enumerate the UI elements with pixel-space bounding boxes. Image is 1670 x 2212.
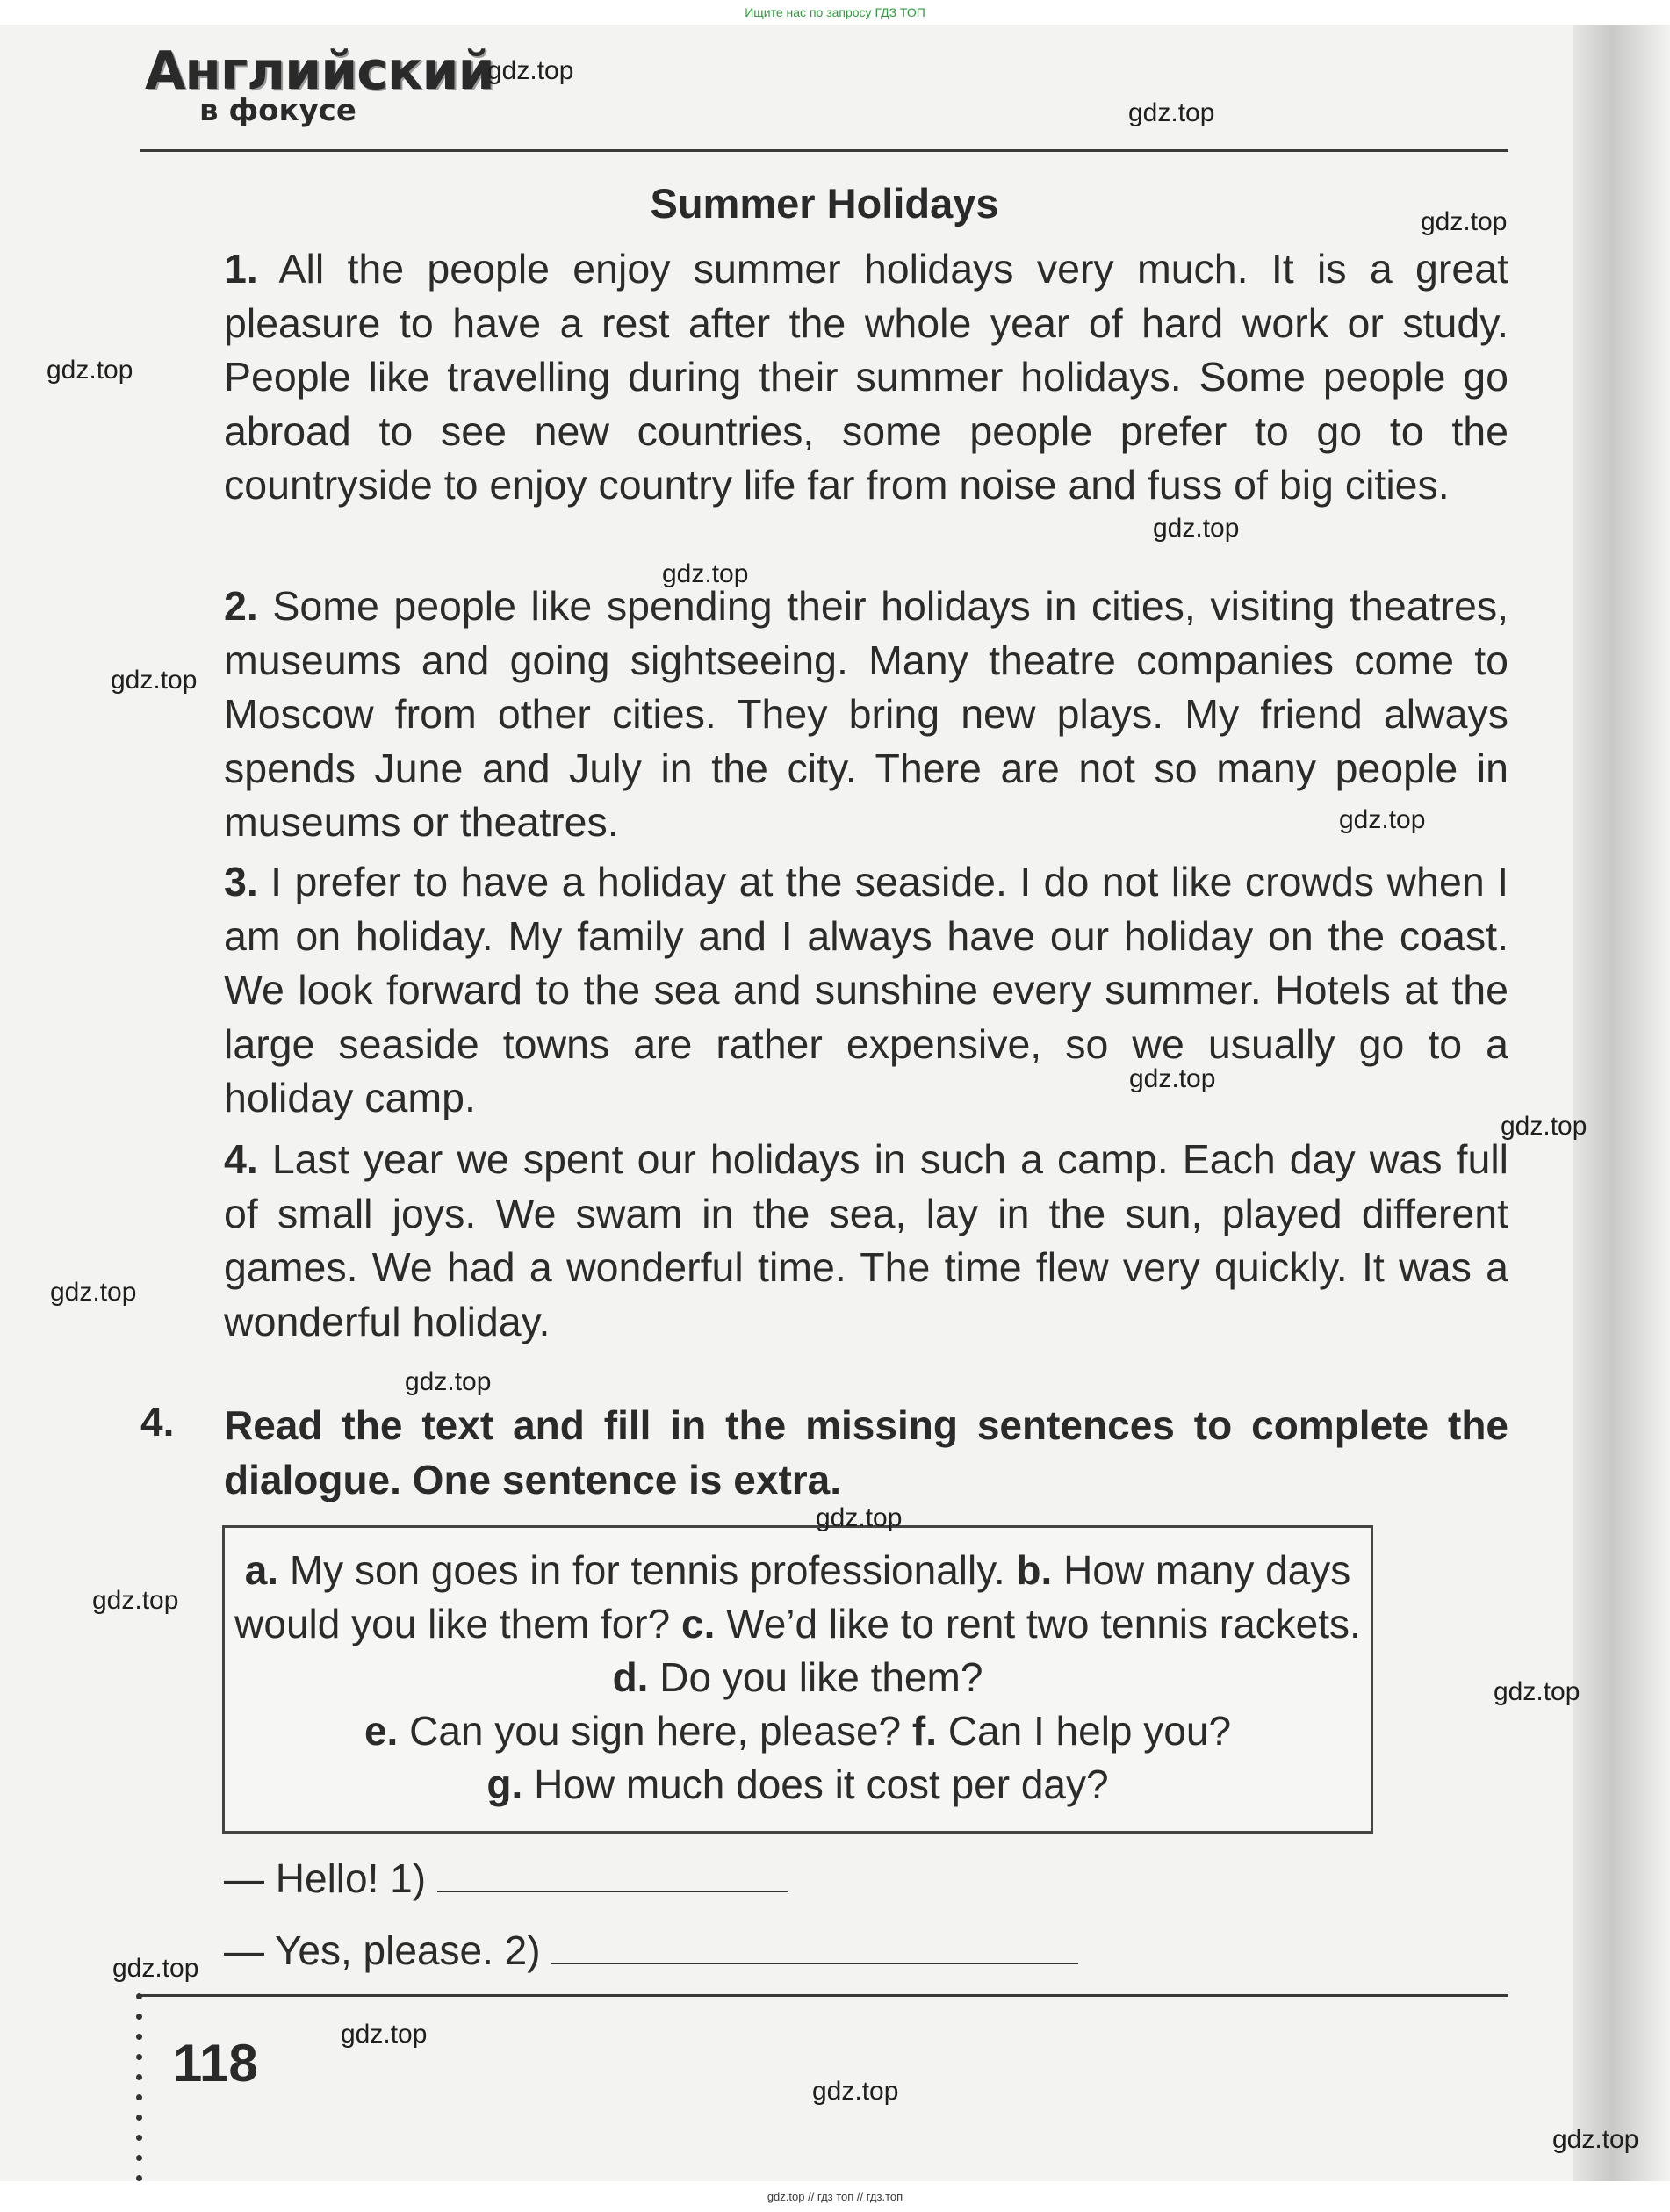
paragraph-text: Some people like spending their holidays in cities, visiting theatres, museums and going sightseeing. Many theatre companies come to Moscow from other cities. They bring new plays. My friend always spends June and July in the city. There are not so many people in museums or theatres. (224, 583, 1508, 845)
watermark: gdz.top (405, 1367, 492, 1396)
reading-title: Summer Holidays (650, 180, 999, 227)
dot (136, 2094, 142, 2100)
footer-rule (140, 1994, 1508, 1997)
book-logo (145, 40, 494, 128)
logo-subtitle: в фокусе (199, 93, 356, 128)
dialogue-line-1 (224, 1855, 788, 1902)
paragraph-text: Last year we spent our holidays in such a camp. Each day was full of small joys. We swam in the sea, lay in the sun, played different games. We had a wonderful time. The time flew very quickly. It was a wonderful holiday. (224, 1136, 1508, 1344)
paragraph-4 (224, 1133, 1508, 1349)
task-instruction: Read the text and fill in the missing sentences to complete the dialogue. One sentence is extra. (224, 1402, 1508, 1502)
option-label: f. (911, 1708, 938, 1754)
page-binding-shadow (1573, 25, 1670, 2181)
watermark: gdz.top (50, 1278, 137, 1307)
paragraph-number: 4. (224, 1136, 258, 1182)
answer-blank-1[interactable] (437, 1855, 788, 1892)
watermark: gdz.top (1552, 2125, 1639, 2154)
watermark: gdz.top (1501, 1112, 1587, 1141)
option-label: a. (244, 1547, 279, 1593)
paragraph-number: 3. (224, 859, 258, 904)
option-e: Can you sign here, please? (409, 1708, 902, 1754)
watermark: gdz.top (1421, 207, 1508, 236)
paragraph-text: I prefer to have a holiday at the seaside. I do not like crowds when I am on holiday. My family and I always have our holiday on the coast. We look forward to the sea and sunshine every summer. Hotels at the large seaside towns are rather expensive, so we usually go to a holiday camp. (224, 859, 1508, 1120)
watermark: gdz.top (111, 666, 198, 695)
options-line-1 (225, 1544, 1371, 1704)
paragraph-number: 2. (224, 583, 258, 629)
option-b: How many days would you like them for? (234, 1547, 1351, 1646)
dot (136, 2054, 142, 2060)
answer-blank-2[interactable] (551, 1927, 1078, 1964)
dot (136, 2115, 142, 2121)
dot (136, 1993, 142, 1999)
option-label: d. (612, 1654, 649, 1700)
sentence-options-box (222, 1525, 1373, 1834)
watermark: gdz.top (816, 1503, 903, 1532)
paragraph-2 (224, 580, 1508, 850)
top-search-note: Ищите нас по запросу ГДЗ ТОП (745, 5, 925, 19)
watermark: gdz.top (1494, 1677, 1580, 1706)
dot (136, 2014, 142, 2020)
dot (136, 2074, 142, 2080)
dot (136, 2175, 142, 2181)
option-a: My son goes in for tennis professionally. (289, 1547, 1005, 1593)
bottom-note: gdz.top // гдз топ // гдз.топ (767, 2190, 903, 2203)
watermark: gdz.top (92, 1586, 179, 1615)
option-g: How much does it cost per day? (534, 1762, 1109, 1807)
dialogue-text: — Hello! 1) (224, 1855, 427, 1901)
option-c: We’d like to rent two tennis rackets. (726, 1601, 1361, 1646)
sentence-options (225, 1544, 1371, 1812)
dialogue-line-2 (224, 1927, 1078, 1974)
option-f: Can I help you? (947, 1708, 1232, 1754)
watermark: gdz.top (112, 1954, 199, 1983)
paragraph-number: 1. (224, 246, 258, 292)
header-rule (140, 149, 1508, 152)
watermark: gdz.top (1129, 1064, 1216, 1093)
paragraph-text: All the people enjoy summer holidays very much. It is a great pleasure to have a rest after the whole year of hard work or study. People like travelling during their summer holidays. Some people go abroad to see new countries, some people prefer to go to the countryside to enjoy country life far from noise and fuss of big cities. (224, 246, 1508, 508)
watermark: gdz.top (341, 2020, 428, 2049)
dot (136, 2155, 142, 2161)
options-line-3 (225, 1758, 1371, 1812)
option-d: Do you like them? (659, 1654, 983, 1700)
dot (136, 2034, 142, 2040)
dot (136, 2135, 142, 2141)
watermark: gdz.top (1153, 514, 1240, 543)
paragraph-3 (224, 855, 1508, 1126)
option-label: b. (1016, 1547, 1053, 1593)
watermark: gdz.top (812, 2077, 899, 2106)
option-label: c. (680, 1601, 716, 1646)
watermark: gdz.top (1128, 98, 1215, 127)
watermark: gdz.top (1339, 805, 1426, 834)
margin-dots (136, 1993, 143, 2195)
dialogue-text: — Yes, please. 2) (224, 1927, 541, 1973)
paragraph-1 (224, 242, 1508, 513)
page-number: 118 (173, 2034, 258, 2093)
watermark: gdz.top (662, 559, 749, 588)
logo-title: Английский (145, 40, 494, 102)
watermark: gdz.top (47, 356, 133, 385)
options-line-2 (225, 1704, 1371, 1758)
task-number: 4. (140, 1399, 175, 1445)
option-label: g. (486, 1762, 523, 1807)
watermark: gdz.top (487, 56, 574, 85)
option-label: e. (364, 1708, 399, 1754)
